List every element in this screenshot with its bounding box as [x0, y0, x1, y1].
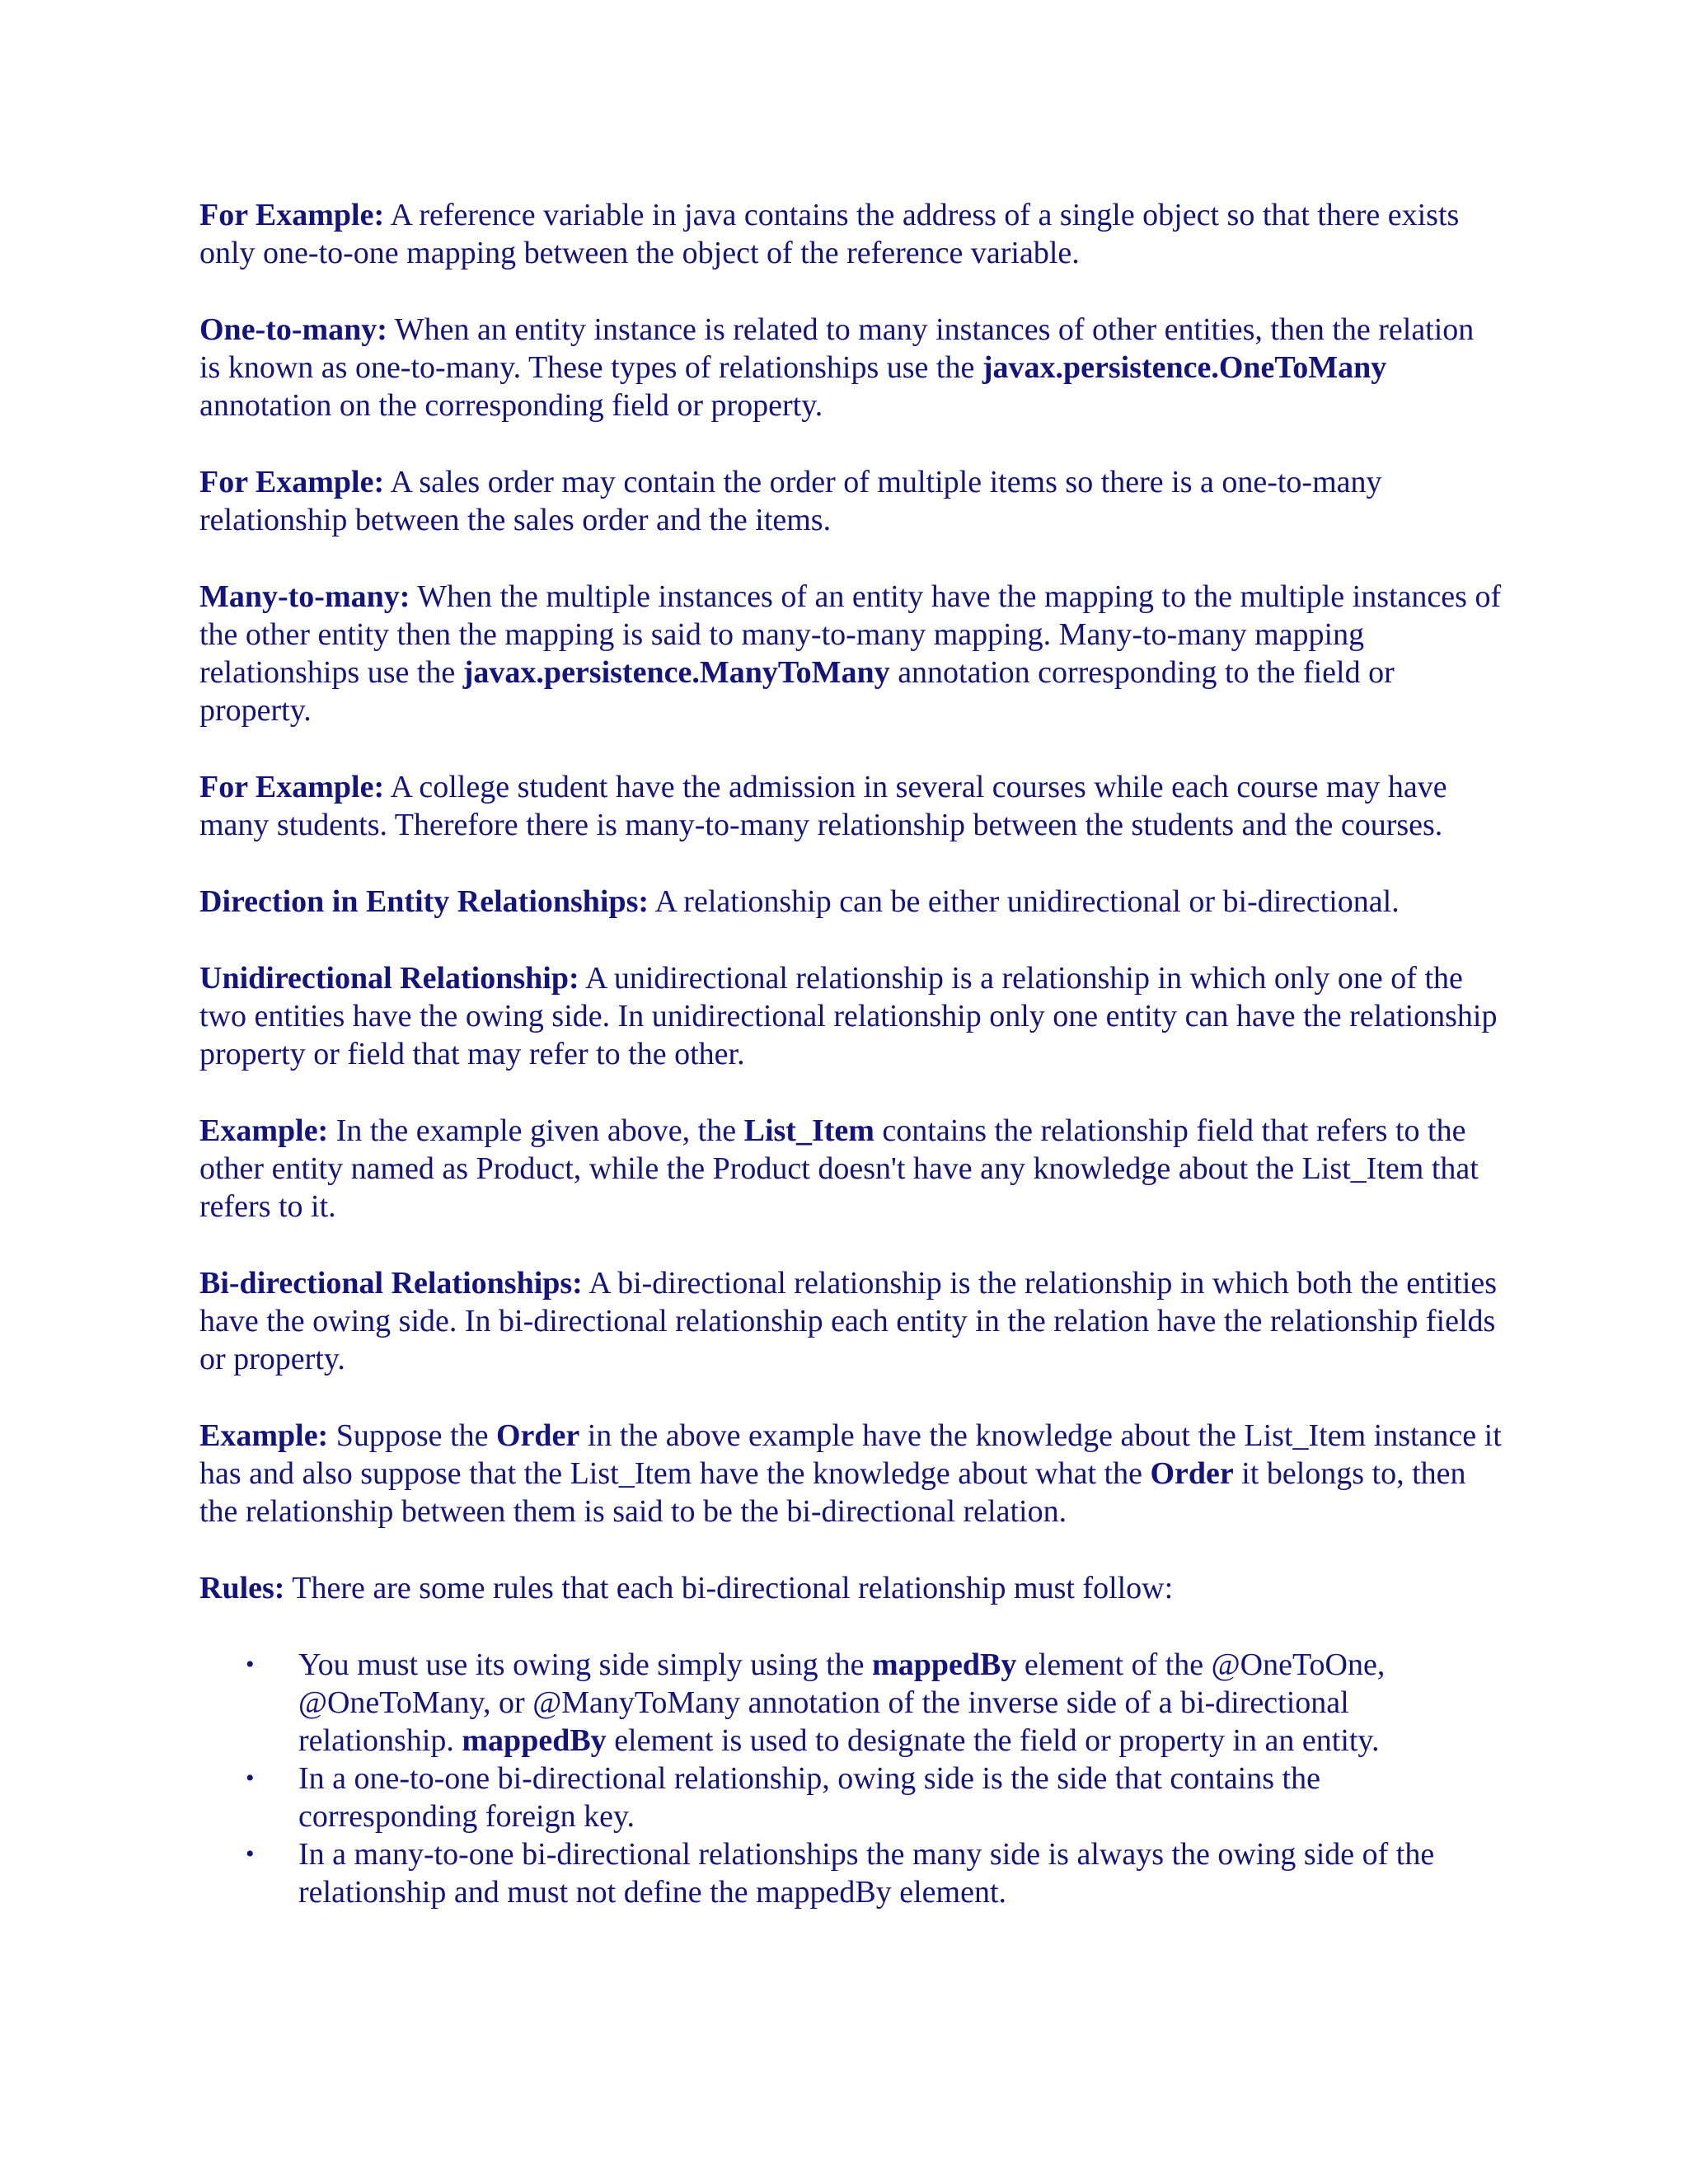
document-body [199, 196, 1502, 1911]
list-item [199, 1835, 1502, 1911]
paragraph-label: Unidirectional Relationship: [199, 961, 579, 996]
paragraph-label: Bi-directional Relationships: [199, 1266, 583, 1301]
rules-list [199, 1646, 1502, 1911]
paragraph-example-many-to-many [199, 768, 1502, 844]
paragraph-label: For Example: [199, 465, 385, 499]
list-item [199, 1646, 1502, 1760]
paragraph-text: in the above example have the knowledge about the List_Item instance it has and also suppose that the List_Item have the knowledge about what the [199, 1418, 1502, 1491]
paragraph-example-one-to-many [199, 463, 1502, 539]
annotation-name: javax.persistence.ManyToMany [462, 655, 890, 690]
paragraph-text: There are some rules that each bi-directional relationship must follow: [284, 1571, 1174, 1605]
paragraph-example-bidirectional [199, 1417, 1502, 1530]
paragraph-text: annotation on the corresponding field or property. [199, 388, 823, 423]
paragraph-example-one-to-one [199, 196, 1502, 272]
annotation-name: javax.persistence.OneToMany [982, 350, 1387, 385]
paragraph-many-to-many [199, 578, 1502, 729]
paragraph-unidirectional [199, 959, 1502, 1073]
paragraph-bidirectional [199, 1264, 1502, 1378]
paragraph-text: Suppose the [328, 1418, 496, 1453]
paragraph-one-to-many [199, 311, 1502, 424]
list-item-text: In a many-to-one bi-directional relationships the many side is always the owing side of the relationship and must not define the mappedBy element. [298, 1837, 1435, 1910]
paragraph-text: A college student have the admission in several courses while each course may have many students. Therefore there is many-to-many relationship between the students and the courses. [199, 770, 1447, 842]
paragraph-text: A unidirectional relationship is a relationship in which only one of the two entities have the owing side. In unidirectional relationship only one entity can have the relationship property or field that may refer to the other. [199, 961, 1498, 1071]
entity-name: Order [495, 1418, 580, 1453]
bullet-icon: • [246, 1651, 255, 1678]
paragraph-label: Many-to-many: [199, 579, 410, 614]
paragraph-text: contains the relationship field that refers to the other entity named as Product, while the Product doesn't have any knowledge about the List_Item that refers to it. [199, 1113, 1479, 1224]
list-item-text: element is used to designate the field or property in an entity. [606, 1723, 1380, 1758]
paragraph-label: Direction in Entity Relationships: [199, 884, 649, 919]
paragraph-text: In the example given above, the [328, 1113, 744, 1148]
paragraph-label: For Example: [199, 198, 385, 232]
entity-name: List_Item [743, 1113, 874, 1148]
paragraph-text: A bi-directional relationship is the relationship in which both the entities have the owing side. In bi-directional relationship each entity in the relation have the relationship fields or property. [199, 1266, 1498, 1376]
paragraph-text: When the multiple instances of an entity have the mapping to the multiple instances of the other entity then the mapping is said to many-to-many mapping. Many-to-many mapping relationships use the [199, 579, 1502, 690]
paragraph-text: it belongs to, then the relationship between them is said to be the bi-directional relation. [199, 1456, 1466, 1529]
entity-name: Order [1150, 1456, 1234, 1491]
bullet-icon: • [246, 1840, 255, 1868]
list-item-text: You must use its owing side simply using the [298, 1647, 873, 1682]
bullet-icon: • [246, 1765, 255, 1792]
paragraph-label: Example: [199, 1113, 329, 1148]
keyword: mappedBy [462, 1723, 607, 1758]
paragraph-text: A sales order may contain the order of multiple items so there is a one-to-many relationship between the sales order and the items. [199, 465, 1382, 537]
list-item-text: element of the @OneToOne, @OneToMany, or @ManyToMany annotation of the inverse side of a bi-directional relationship. [298, 1647, 1386, 1758]
keyword: mappedBy [872, 1647, 1017, 1682]
paragraph-text: A reference variable in java contains the address of a single object so that there exists only one-to-one mapping between the object of the reference variable. [199, 198, 1460, 270]
paragraph-rules [199, 1569, 1502, 1607]
paragraph-text: When an entity instance is related to many instances of other entities, then the relation is known as one-to-many. These types of relationships use the [199, 312, 1475, 385]
paragraph-label: Example: [199, 1418, 329, 1453]
list-item [199, 1760, 1502, 1835]
paragraph-text: A relationship can be either unidirectional or bi-directional. [649, 884, 1400, 919]
paragraph-direction [199, 883, 1502, 921]
paragraph-label: One-to-many: [199, 312, 387, 347]
paragraph-example-unidirectional [199, 1112, 1502, 1226]
list-item-text: In a one-to-one bi-directional relationship, owing side is the side that contains the corresponding foreign key. [298, 1761, 1320, 1834]
paragraph-label: Rules: [199, 1571, 285, 1605]
paragraph-label: For Example: [199, 770, 385, 804]
paragraph-text: annotation corresponding to the field or property. [199, 655, 1395, 728]
